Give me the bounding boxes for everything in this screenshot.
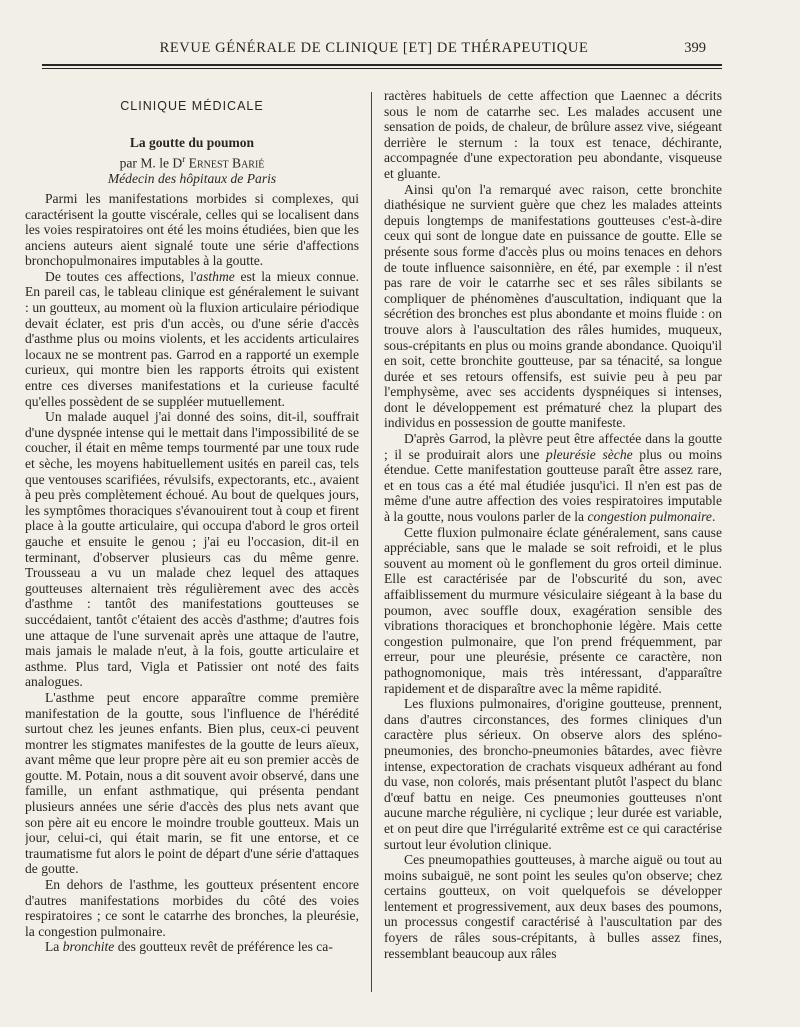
running-title: REVUE GÉNÉRALE DE CLINIQUE [ET] DE THÉRAPEUTIQUE [159,40,589,56]
paragraph: Ces pneumopathies goutteuses, à marche aiguë ou tout au moins subaiguë, ne sont point les seules qu'on observe; chez certains goutteux, on voit quelquefois se développer lentement et progressivement, aux deux bases des poumons, un processus congestif caractérisé à l'auscultation par des foyers de râles sous-crépitants, à bulles assez fines, ressemblant beaucoup aux râles [384,852,722,961]
article-title: La goutte du poumon [129,134,255,150]
paragraph: Un malade auquel j'ai donné des soins, dit-il, souffrait d'une dyspnée intense qui le mettait dans l'impossibilité de se coucher, il était en même temps tourmenté par une toux rude et sèche, les moyens habituellement usités en pareil cas, tels que ventouses scarifiées, révulsifs, expectorants, etc., avaient à peu près complètement échoué. Au bout de quelques jours, les symptômes thoraciques s'évanouirent tout à coup et firent place à la goutte articulaire, qui occupa d'abord le gros orteil gauche et ensuite le genou ; j'ai eu l'occasion, dit-il en terminant, d'observer plusieurs cas du même genre. Trousseau a vu un malade chez lequel des attaques goutteuses alternaient très régulièrement avec des accès d'asthme : tantôt des manifestations goutteuses se succédaient, tantôt c'étaient des accès d'asthme; d'autres fois une attaque de l'une survenait après une attaque de l'autre, mais jamais le malade n'eut, à la fois, goutte articulaire et asthme. Plus tard, Vigla et Patissier ont noté des faits analogues. [25,409,359,690]
section-title: CLINIQUE MÉDICALE [120,99,264,113]
paragraph: Cette fluxion pulmonaire éclate généralement, sans cause appréciable, sans que le malade se soit refroidi, et le plus souvent au moment où le gonflement du gros orteil diminue. Elle est caractérisée par de l'obscurité du son, avec affaiblissement du murmure vésiculaire siégeant à la base du poumon, avec souffle doux, exagération sensible des vibrations thoraciques et bronchophonie légère. Mais cette congestion pulmonaire, que l'on prend fréquemment, par erreur, pour une pleurésie, présente ce caractère, non pathognomonique, mais très intéressant, d'apparaître rapidement et de disparaître avec la même rapidité. [384,524,722,696]
left-column [25,90,359,990]
paragraph: Ainsi qu'on l'a remarqué avec raison, cette bronchite diathésique ne survient guère que chez les malades atteints depuis longtemps de manifestations goutteuses c'est-à-dire ceux qui sont de longue date en puissance de goutte. Elle se présente sous forme d'accès plus ou moins tenaces en dehors de toute influence saisonnière, en été, par exemple : il n'est pas rare de voir le catarrhe sec et ses râles sibilants se compliquer de phénomènes d'auscultation, indiquant que la sécrétion des bronches est plus abondante et moins fluide : on trouve alors à l'auscultation des râles humides, muqueux, sous-crépitants en plus ou moins grande abondance. Quoiqu'il en soit, cette bronchite goutteuse, par sa ténacité, sa longue durée et ses retours offensifs, est suivie peu à peu par l'emphysème, avec ses accidents dyspnéiques si intenses, dont le développement est prématuré chez la plupart des individus en possession de goutte manifeste. [384,181,722,431]
byline-sup: r [182,154,186,165]
paragraph: ractères habituels de cette affection que Laennec a décrits sous le nom de catarrhe sec. Les malades accusent une sensation de poids, de chaleur, de brûlure assez vive, siégeant derrière le sternum : la toux est tenace, déchirante, accompagnée d'une expectoration peu abondante, visqueuse et gluante. [384,88,722,181]
column-divider [371,92,372,992]
page-number: 399 [684,40,706,56]
author-affiliation: Médecin des hôpitaux de Paris [107,171,277,187]
byline [25,152,359,171]
byline-prefix: par M. le D [119,155,183,171]
author-name: Ernest Barié [188,155,265,171]
paragraph: Parmi les manifestations morbides si complexes, qui caractérisent la goutte viscérale, celles qui se localisent dans les voies respiratoires ont été les moins étudiées, bien que les anciens auteurs aient signalé toute une série d'affections bronchopulmonaires imputables à la goutte. [25,190,359,269]
paragraph: La bronchite des goutteux revêt de préférence les ca- [45,939,333,955]
paragraph: L'asthme peut encore apparaître comme première manifestation de la goutte, sous l'influence de l'hérédité surtout chez les jeunes enfants. Bien plus, ceux-ci peuvent montrer les stigmates manifestes de la goutte de leurs aïeux, avant même que leur propre père ait eu son premier accès de goutte. M. Potain, nous a dit souvent avoir observé, dans une famille, un enfant asthmatique, qui présenta pendant plusieurs années une série d'accès des plus nets avant que son père ait eu encore le moindre trouble goutteux. Mais un jour, celui-ci, qui était marin, se fit une entorse, et ce traumatisme fut alors le point de départ d'une série d'attaques de goutte. [25,689,359,877]
paragraph: D'après Garrod, la plèvre peut être affectée dans la goutte ; il se produirait alors une pleurésie sèche plus ou moins étendue. Cette manifestation goutteuse paraît être assez rare, et en tous cas a été mal étudiée jusqu'ici. Il n'en est pas de même d'une autre affection des voies respiratoires imputable à la goutte, nous voulons parler de la congestion pulmonaire. [384,431,722,525]
paragraph: De toutes ces affections, l'asthme est la mieux connue. En pareil cas, le tableau clinique est généralement le suivant : un goutteux, au moment où la fluxion articulaire périodique devait éclater, est pris d'un accès, ou d'une série d'accès d'asthme plus ou moins violents, et les accidents articulaires locaux ne se montrent pas. Garrod en a rapporté un exemple curieux, qui montre bien les rapports étroits qui existent entre ces diverses manifestations et la curieuse faculté qu'elles possèdent de se suppléer mutuellement. [25,268,359,409]
paragraph: Les fluxions pulmonaires, d'origine goutteuse, prennent, dans d'autres circonstances, des formes cliniques d'un caractère plus sérieux. On observe alors des spléno-pneumonies, des broncho-pneumonies bâtardes, avec fièvre intense, expectoration de crachats visqueux adhérant au fond du vase, non colorés, mais présentant plutôt l'aspect du blanc d'œuf battu en neige. Ces pneumonies goutteuses n'ont aucune marche régulière, ni cyclique ; leur durée est variable, et on peut dire que l'irrégularité extrême est ce qui caractérise surtout leur évolution clinique. [384,696,722,852]
right-column [384,88,722,1018]
header-rule-thin [42,68,722,69]
paragraph: En dehors de l'asthme, les goutteux présentent encore d'autres manifestations morbides du côté des voies respiratoires ; ce sont le catarrhe des bronches, la pleurésie, la congestion pulmonaire. [25,877,359,939]
header-rule [42,64,722,66]
